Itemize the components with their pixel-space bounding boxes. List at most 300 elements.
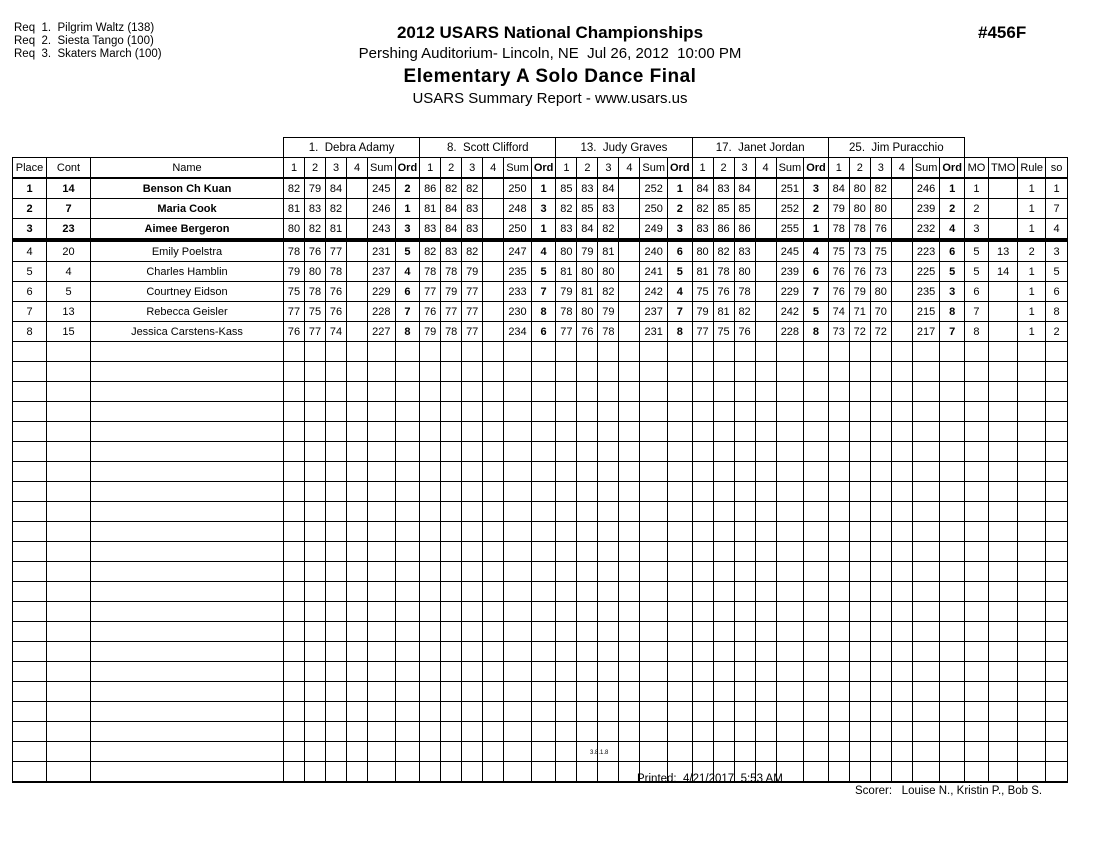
score-cell: 78 xyxy=(284,240,305,262)
ordinal-cell xyxy=(395,482,420,502)
score-cell xyxy=(284,602,305,622)
score-cell xyxy=(462,642,483,662)
place-cell xyxy=(13,722,47,742)
score-cell xyxy=(849,462,870,482)
score-cell xyxy=(326,442,347,462)
column-header: Name xyxy=(91,158,284,179)
ordinal-cell: 1 xyxy=(395,199,420,219)
sum-cell xyxy=(504,602,532,622)
majority-ordinal-cell: 7 xyxy=(964,302,988,322)
sum-cell: 227 xyxy=(368,322,396,342)
stat-cell xyxy=(964,482,988,502)
place-cell xyxy=(13,702,47,722)
score-cell xyxy=(849,722,870,742)
score-cell xyxy=(828,462,849,482)
sum-cell xyxy=(640,582,668,602)
score-cell: 76 xyxy=(284,322,305,342)
skater-name-cell xyxy=(91,642,284,662)
sum-cell: 230 xyxy=(504,302,532,322)
score-cell xyxy=(619,582,640,602)
sum-cell: 250 xyxy=(640,199,668,219)
majority-ordinal-cell: 6 xyxy=(964,282,988,302)
ordinal-cell xyxy=(395,642,420,662)
score-cell xyxy=(692,502,713,522)
score-cell xyxy=(556,662,577,682)
ordinal-cell: 4 xyxy=(668,282,693,302)
total-majority-ordinal-cell: 14 xyxy=(988,262,1017,282)
score-cell xyxy=(870,402,891,422)
ordinal-cell xyxy=(395,722,420,742)
place-cell xyxy=(13,402,47,422)
ordinal-cell xyxy=(940,622,965,642)
score-cell xyxy=(619,442,640,462)
sum-cell: 243 xyxy=(368,219,396,241)
score-cell: 83 xyxy=(713,178,734,199)
score-cell xyxy=(598,522,619,542)
column-header: Sum xyxy=(776,158,804,179)
score-cell: 78 xyxy=(441,322,462,342)
score-cell xyxy=(598,622,619,642)
score-cell xyxy=(305,582,326,602)
stat-cell xyxy=(964,582,988,602)
sum-cell: 251 xyxy=(776,178,804,199)
skater-name-cell xyxy=(91,462,284,482)
score-cell xyxy=(619,178,640,199)
sum-cell xyxy=(640,702,668,722)
score-cell xyxy=(828,642,849,662)
ordinal-cell xyxy=(940,562,965,582)
score-cell xyxy=(619,382,640,402)
score-cell xyxy=(347,542,368,562)
score-cell xyxy=(619,642,640,662)
score-cell xyxy=(347,342,368,362)
ordinal-cell xyxy=(940,502,965,522)
ordinal-cell: 1 xyxy=(804,219,829,241)
score-cell xyxy=(326,342,347,362)
score-cell xyxy=(462,382,483,402)
score-cell xyxy=(483,282,504,302)
score-cell xyxy=(713,422,734,442)
score-cell xyxy=(713,462,734,482)
score-cell xyxy=(849,642,870,662)
skater-name-cell: Benson Ch Kuan xyxy=(91,178,284,199)
sum-cell xyxy=(640,722,668,742)
skater-name-cell xyxy=(91,542,284,562)
score-cell xyxy=(619,262,640,282)
score-cell xyxy=(619,402,640,422)
skater-name-cell: Charles Hamblin xyxy=(91,262,284,282)
score-cell xyxy=(755,442,776,462)
result-row xyxy=(13,240,1068,262)
score-cell: 84 xyxy=(441,219,462,241)
sum-cell xyxy=(504,682,532,702)
score-cell xyxy=(326,662,347,682)
sum-cell: 232 xyxy=(912,219,940,241)
score-cell: 81 xyxy=(326,219,347,241)
sum-cell xyxy=(504,662,532,682)
score-cell: 80 xyxy=(577,302,598,322)
majority-ordinal-cell: 5 xyxy=(964,262,988,282)
score-cell xyxy=(619,219,640,241)
score-cell xyxy=(577,502,598,522)
ordinal-cell xyxy=(395,542,420,562)
score-cell xyxy=(734,602,755,622)
score-cell xyxy=(347,522,368,542)
score-cell xyxy=(755,462,776,482)
score-cell xyxy=(284,542,305,562)
score-cell xyxy=(483,199,504,219)
place-cell xyxy=(13,582,47,602)
score-cell xyxy=(441,442,462,462)
score-cell xyxy=(556,642,577,662)
ordinal-cell xyxy=(395,502,420,522)
score-cell xyxy=(692,542,713,562)
requirement-line: Req 3. Skaters March (100) xyxy=(14,48,162,60)
score-cell xyxy=(828,342,849,362)
score-cell: 83 xyxy=(598,199,619,219)
score-cell xyxy=(305,362,326,382)
skater-name-cell xyxy=(91,362,284,382)
sum-cell xyxy=(368,682,396,702)
ordinal-cell: 8 xyxy=(395,322,420,342)
ordinal-cell: 3 xyxy=(804,178,829,199)
sum-cell: 237 xyxy=(640,302,668,322)
skater-name-cell xyxy=(91,502,284,522)
score-cell: 85 xyxy=(577,199,598,219)
sum-cell xyxy=(776,582,804,602)
score-cell: 80 xyxy=(556,240,577,262)
score-cell: 78 xyxy=(734,282,755,302)
score-cell xyxy=(441,342,462,362)
sum-cell xyxy=(912,462,940,482)
stat-cell xyxy=(1018,662,1046,682)
sum-cell xyxy=(912,382,940,402)
score-cell: 81 xyxy=(556,262,577,282)
score-cell: 71 xyxy=(849,302,870,322)
score-cell xyxy=(441,482,462,502)
score-cell: 77 xyxy=(326,240,347,262)
contestant-number-cell: 23 xyxy=(47,219,91,241)
score-cell xyxy=(619,240,640,262)
score-cell: 78 xyxy=(713,262,734,282)
empty-row xyxy=(13,422,1068,442)
score-cell xyxy=(734,482,755,502)
score-cell xyxy=(870,382,891,402)
score-cell: 72 xyxy=(870,322,891,342)
column-header: 3 xyxy=(870,158,891,179)
stat-cell xyxy=(1018,702,1046,722)
score-cell xyxy=(441,542,462,562)
score-cell: 83 xyxy=(577,178,598,199)
score-cell: 83 xyxy=(420,219,441,241)
score-cell xyxy=(891,178,912,199)
stat-cell xyxy=(964,522,988,542)
stat-cell xyxy=(1046,502,1068,522)
score-cell xyxy=(420,462,441,482)
ordinal-cell xyxy=(395,362,420,382)
score-cell xyxy=(870,702,891,722)
score-cell xyxy=(619,482,640,502)
sum-cell: 235 xyxy=(504,262,532,282)
score-cell xyxy=(483,322,504,342)
ordinal-cell: 7 xyxy=(668,302,693,322)
ordinal-cell xyxy=(940,422,965,442)
score-cell xyxy=(577,642,598,662)
score-cell xyxy=(347,442,368,462)
sum-ordinals-cell: 4 xyxy=(1046,219,1068,241)
score-cell xyxy=(870,422,891,442)
column-header: 3 xyxy=(462,158,483,179)
score-cell xyxy=(870,462,891,482)
judge-header-row xyxy=(13,138,1068,158)
score-cell xyxy=(441,422,462,442)
rule-cell: 1 xyxy=(1018,302,1046,322)
score-cell xyxy=(828,402,849,422)
score-cell xyxy=(420,722,441,742)
score-cell xyxy=(483,662,504,682)
score-cell: 74 xyxy=(326,322,347,342)
ordinal-cell xyxy=(395,402,420,422)
contestant-number-cell xyxy=(47,722,91,742)
score-cell xyxy=(305,522,326,542)
score-cell: 81 xyxy=(713,302,734,322)
contestant-number-cell xyxy=(47,702,91,722)
sum-cell xyxy=(368,462,396,482)
score-cell xyxy=(619,662,640,682)
score-cell xyxy=(326,482,347,502)
score-cell xyxy=(284,442,305,462)
stat-cell xyxy=(1018,442,1046,462)
column-header: Ord xyxy=(940,158,965,179)
score-cell xyxy=(420,682,441,702)
score-cell xyxy=(598,682,619,702)
sum-cell xyxy=(640,422,668,442)
score-cell: 82 xyxy=(870,178,891,199)
ordinal-cell xyxy=(668,522,693,542)
ordinal-cell xyxy=(804,682,829,702)
skater-name-cell xyxy=(91,382,284,402)
score-cell xyxy=(870,542,891,562)
sum-cell xyxy=(912,702,940,722)
place-cell xyxy=(13,462,47,482)
contestant-number-cell: 5 xyxy=(47,282,91,302)
score-cell xyxy=(891,662,912,682)
score-cell: 79 xyxy=(849,282,870,302)
score-cell xyxy=(577,582,598,602)
stat-cell xyxy=(1046,702,1068,722)
score-cell xyxy=(284,662,305,682)
score-cell xyxy=(483,582,504,602)
sum-cell: 235 xyxy=(912,282,940,302)
score-cell xyxy=(828,542,849,562)
ordinal-cell xyxy=(804,642,829,662)
score-cell xyxy=(441,722,462,742)
score-cell xyxy=(849,482,870,502)
sum-cell: 229 xyxy=(368,282,396,302)
score-cell xyxy=(755,622,776,642)
sum-cell xyxy=(504,362,532,382)
ordinal-cell xyxy=(531,582,556,602)
score-cell: 82 xyxy=(284,178,305,199)
score-cell xyxy=(755,722,776,742)
place-cell xyxy=(13,562,47,582)
judge-name-cell: 8. Scott Clifford xyxy=(420,138,556,158)
score-cell xyxy=(462,682,483,702)
score-cell xyxy=(692,662,713,682)
column-header: Rule xyxy=(1018,158,1046,179)
majority-ordinal-cell: 1 xyxy=(964,178,988,199)
score-cell xyxy=(619,542,640,562)
score-cell xyxy=(347,422,368,442)
contestant-number-cell: 4 xyxy=(47,262,91,282)
score-cell: 80 xyxy=(734,262,755,282)
score-cell xyxy=(462,462,483,482)
stat-cell xyxy=(988,462,1017,482)
score-cell xyxy=(556,422,577,442)
score-cell xyxy=(734,682,755,702)
majority-ordinal-cell: 8 xyxy=(964,322,988,342)
score-cell xyxy=(849,442,870,462)
score-cell xyxy=(828,422,849,442)
sum-cell xyxy=(504,502,532,522)
column-header-row xyxy=(13,158,1068,179)
score-cell xyxy=(692,642,713,662)
sum-cell: 245 xyxy=(776,240,804,262)
sum-cell xyxy=(912,542,940,562)
sum-cell: 234 xyxy=(504,322,532,342)
stat-cell xyxy=(1046,722,1068,742)
score-cell xyxy=(441,462,462,482)
score-cell xyxy=(755,682,776,702)
ordinal-cell: 4 xyxy=(395,262,420,282)
score-cell xyxy=(347,382,368,402)
score-cell: 79 xyxy=(556,282,577,302)
score-cell: 76 xyxy=(326,302,347,322)
score-cell xyxy=(577,362,598,382)
ordinal-cell xyxy=(940,382,965,402)
stat-cell xyxy=(1018,642,1046,662)
score-cell xyxy=(420,422,441,442)
document-number: #456F xyxy=(978,23,1027,42)
sum-cell xyxy=(776,662,804,682)
score-cell xyxy=(284,462,305,482)
stat-cell xyxy=(988,522,1017,542)
venue-date-line: Pershing Auditorium- Lincoln, NE Jul 26, 2012 10:00 PM xyxy=(358,45,742,62)
majority-ordinal-cell: 3 xyxy=(964,219,988,241)
ordinal-cell: 1 xyxy=(531,219,556,241)
stat-cell xyxy=(1018,542,1046,562)
score-cell: 75 xyxy=(870,240,891,262)
sum-cell: 217 xyxy=(912,322,940,342)
stat-cell xyxy=(1046,342,1068,362)
score-cell xyxy=(305,602,326,622)
score-cell xyxy=(891,582,912,602)
sum-cell xyxy=(368,602,396,622)
judge-name-cell: 25. Jim Puracchio xyxy=(828,138,964,158)
score-cell: 80 xyxy=(598,262,619,282)
column-header: so xyxy=(1046,158,1068,179)
stat-cell xyxy=(1018,462,1046,482)
report-type-line: USARS Summary Report - www.usars.us xyxy=(412,90,688,107)
sum-cell: 229 xyxy=(776,282,804,302)
score-cell xyxy=(347,219,368,241)
score-cell: 73 xyxy=(828,322,849,342)
score-cell xyxy=(347,502,368,522)
sum-cell xyxy=(504,442,532,462)
score-cell xyxy=(347,462,368,482)
score-cell xyxy=(483,702,504,722)
column-header: TMO xyxy=(988,158,1017,179)
ordinal-cell xyxy=(395,682,420,702)
ordinal-cell: 7 xyxy=(804,282,829,302)
score-cell xyxy=(556,522,577,542)
score-cell: 84 xyxy=(326,178,347,199)
ordinal-cell xyxy=(531,602,556,622)
sum-cell xyxy=(640,682,668,702)
ordinal-cell xyxy=(940,402,965,422)
contestant-number-cell xyxy=(47,462,91,482)
score-cell xyxy=(577,482,598,502)
score-cell: 76 xyxy=(849,262,870,282)
score-cell xyxy=(326,562,347,582)
ordinal-cell: 5 xyxy=(668,262,693,282)
score-cell: 75 xyxy=(828,240,849,262)
score-cell xyxy=(305,422,326,442)
score-cell xyxy=(284,482,305,502)
sum-cell xyxy=(368,482,396,502)
score-cell xyxy=(692,582,713,602)
empty-row xyxy=(13,502,1068,522)
score-cell xyxy=(305,642,326,662)
score-cell: 80 xyxy=(577,262,598,282)
score-cell xyxy=(755,502,776,522)
stat-cell xyxy=(1046,642,1068,662)
ordinal-cell xyxy=(804,602,829,622)
empty-row xyxy=(13,642,1068,662)
empty-row xyxy=(13,462,1068,482)
score-cell xyxy=(891,602,912,622)
column-header: MO xyxy=(964,158,988,179)
score-cell xyxy=(713,542,734,562)
stat-cell xyxy=(964,562,988,582)
empty-row xyxy=(13,362,1068,382)
skater-name-cell: Emily Poelstra xyxy=(91,240,284,262)
stat-cell xyxy=(1018,622,1046,642)
score-cell xyxy=(870,602,891,622)
column-header: Sum xyxy=(504,158,532,179)
sum-cell: 252 xyxy=(640,178,668,199)
score-cell: 75 xyxy=(692,282,713,302)
score-cell: 78 xyxy=(598,322,619,342)
score-cell xyxy=(870,622,891,642)
sum-cell xyxy=(504,422,532,442)
ordinal-cell xyxy=(940,482,965,502)
report-footer xyxy=(0,749,1100,809)
sum-cell xyxy=(640,522,668,542)
score-cell xyxy=(577,462,598,482)
sum-cell xyxy=(368,542,396,562)
score-cell xyxy=(849,382,870,402)
score-cell xyxy=(713,522,734,542)
skater-name-cell xyxy=(91,482,284,502)
sum-cell xyxy=(776,702,804,722)
score-cell xyxy=(347,262,368,282)
score-cell xyxy=(556,402,577,422)
ordinal-cell: 7 xyxy=(531,282,556,302)
result-row xyxy=(13,219,1068,241)
score-cell: 83 xyxy=(692,219,713,241)
score-cell xyxy=(619,502,640,522)
